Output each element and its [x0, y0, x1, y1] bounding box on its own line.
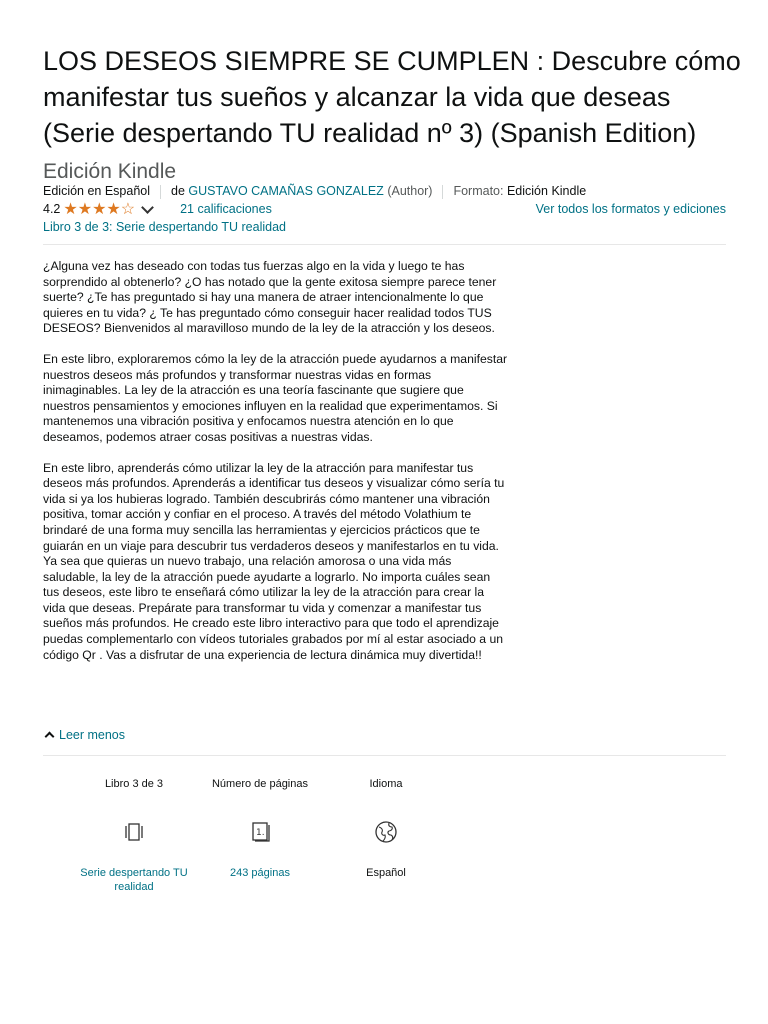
author-link[interactable]: GUSTAVO CAMAÑAS GONZALEZ	[188, 184, 384, 198]
divider-2	[442, 185, 443, 199]
star-empty-icon: ☆	[120, 200, 136, 218]
product-title	[43, 43, 743, 190]
product-title-text: LOS DESEOS SIEMPRE SE CUMPLEN : Descubre cómo manifestar tus sueños y alcanzar la vida que deseas (Serie despertando TU realidad nº 3) (Spanish Edition)	[43, 46, 741, 148]
language-edition: Edición en Español	[43, 184, 151, 198]
globe-icon	[374, 820, 398, 844]
description-paragraph: ¿Alguna vez has deseado con todas tus fuerzas algo en la vida y luego te has sorprendido al obtenerlo? ¿O has notado que la gente exitosa siempre parece tener suerte? ¿Te has preguntado si hay una manera de atraer intencionalmente lo que quieres en tu vida? ¿ Te has preguntado cómo conseguir hacer realidad todos TUS DESEOS? Bienvenidos al maravilloso mundo de la ley de la atracción y los deseos.	[43, 259, 497, 336]
read-less-toggle[interactable]	[43, 728, 125, 742]
read-less-link[interactable]: Leer menos	[59, 728, 126, 742]
see-all-formats-link[interactable]: Ver todos los formatos y ediciones	[535, 202, 726, 216]
edition-suffix: Edición Kindle	[43, 160, 177, 183]
attr-label-language: Idioma	[369, 778, 403, 790]
attr-label-pages: Número de páginas	[211, 778, 308, 790]
star-rating[interactable]	[63, 202, 135, 218]
title-block	[43, 43, 743, 190]
ratings-row	[43, 201, 726, 218]
section-divider	[43, 755, 726, 756]
by-prefix: de	[171, 184, 185, 198]
attr-value-pages[interactable]: 243 páginas	[230, 867, 290, 879]
svg-text:1.: 1.	[256, 828, 265, 838]
description-paragraph: En este libro, exploraremos cómo la ley de la atracción puede ayudarnos a manifestar nuestros deseos más profundos y transformar nuestras vidas en formas inimaginables. La ley de la atracción es una teoría fascinante que sugiere que nuestros pensamientos y emociones influyen en la realidad que experimentamos. Si mantenemos una vibración positiva y enfocamos nuestra atención en lo que deseamos, podemos atraer cosas positivas a nuestras vidas.	[43, 351, 508, 444]
series-link[interactable]: Libro 3 de 3: Serie despertando TU realidad	[43, 220, 286, 234]
chevron-down-icon[interactable]	[141, 201, 154, 214]
attr-value-series[interactable]: Serie despertando TU realidad	[80, 867, 188, 893]
attr-label-series: Libro 3 de 3	[104, 778, 164, 790]
star-full-icon: ★	[92, 200, 107, 218]
ratings-count-link[interactable]: 21 calificaciones	[180, 202, 272, 216]
star-full-icon: ★	[63, 200, 78, 218]
author-role: (Author)	[387, 184, 433, 198]
format-value: Edición Kindle	[506, 184, 587, 198]
series-line	[43, 219, 286, 236]
star-full-icon: ★	[77, 200, 93, 218]
section-divider	[43, 244, 726, 245]
rating-average: 4.2	[43, 202, 61, 216]
attr-value-language: Español	[366, 867, 406, 879]
book-description	[43, 259, 508, 678]
chevron-up-icon	[45, 732, 55, 742]
star-full-icon: ★	[106, 200, 121, 218]
format-label: Formato:	[453, 184, 504, 198]
page-count-icon	[248, 820, 272, 844]
book-series-icon	[122, 820, 146, 844]
description-paragraph: En este libro, aprenderás cómo utilizar la ley de la atracción para manifestar tus deseos más profundos. Aprenderás a identificar tus deseos y visualizar cómo sería tu vida si ya los hubieras logrado. También descubrirás cómo mantener una vibración positiva, tomar acción y confiar en el proceso. A través del método Volathium te brindaré de una forma muy sencilla las herramientas y ejercicios prácticos que te guiarán en un viaje para descubrir tus verdaderos deseos y manifestarlos en tu vida. Ya sea que quieras un nuevo trabajo, una relación amorosa o una vida más saludable, la ley de la atracción puede ayudarte a lograrlo. No importa cuáles sean tus deseos, este libro te enseñará cómo utilizar la ley de la atracción para crear la vida que deseas. Prepárate para transformar tu vida y comenzar a manifestar tus sueños más profundos. He creado este libro interactivo para que todo el aprendizaje puedas complementarlo con vídeos tutoriales grabados por mí al estar asociado a un código Qr . Vas a disfrutar de una experiencia de lectura dinámica muy divertida!!	[43, 460, 505, 662]
byline	[43, 183, 586, 200]
divider-1	[160, 185, 161, 199]
